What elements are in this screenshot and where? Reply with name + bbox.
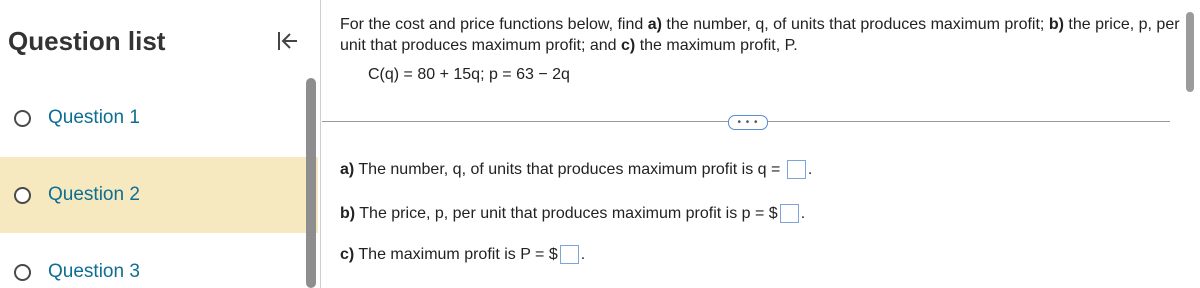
question-prompt: [340, 14, 1180, 56]
radio-icon: [14, 187, 31, 204]
answer-text: The number, q, of units that produces maximum profit is q =: [354, 160, 785, 178]
answer-a-input[interactable]: [787, 160, 806, 179]
answer-text: The price, p, per unit that produces maximum profit is p = $: [355, 204, 778, 222]
answer-b-input[interactable]: [780, 204, 799, 223]
prompt-part-label: a): [647, 16, 662, 33]
prompt-text: the maximum profit, P.: [635, 37, 798, 54]
prompt-part-label: b): [1048, 16, 1064, 33]
answer-text: The maximum profit is P = $: [354, 245, 558, 263]
radio-icon: [14, 264, 31, 281]
answer-suffix: .: [580, 245, 586, 263]
question-list-sidebar: [0, 0, 321, 288]
answer-b: [340, 204, 805, 223]
question-item-1[interactable]: [0, 80, 318, 156]
sidebar-scrollbar[interactable]: [306, 78, 316, 288]
question-item-3[interactable]: [0, 234, 318, 288]
prompt-text: the number, q, of units that produces maximum profit;: [661, 16, 1049, 33]
answer-a: [340, 160, 812, 179]
answer-part-label: c): [340, 245, 355, 263]
collapse-sidebar-button[interactable]: [268, 24, 306, 58]
answer-part-label: a): [340, 160, 355, 178]
radio-icon: [14, 110, 31, 127]
question-label: Question 3: [48, 261, 140, 282]
more-options-button[interactable]: • • •: [728, 115, 768, 130]
collapse-left-icon: [275, 29, 299, 53]
answer-suffix: .: [800, 204, 806, 222]
question-label: Question 2: [48, 184, 140, 205]
answer-c-input[interactable]: [560, 245, 579, 264]
sidebar-title: Question list: [8, 26, 166, 56]
answer-c: [340, 245, 585, 264]
prompt-part-label: c): [621, 37, 636, 54]
question-content: [322, 0, 1182, 288]
prompt-text: For the cost and price functions below, find: [340, 16, 648, 33]
question-label: Question 1: [48, 107, 140, 128]
answer-part-label: b): [340, 204, 356, 222]
formula: C(q) = 80 + 15q; p = 63 − 2q: [368, 66, 570, 83]
prompt-text: the price, p, per unit that produces maximum profit; and: [340, 16, 1180, 54]
question-item-2[interactable]: [0, 157, 318, 233]
page-scrollbar[interactable]: [1186, 12, 1194, 92]
answer-suffix: .: [807, 160, 813, 178]
